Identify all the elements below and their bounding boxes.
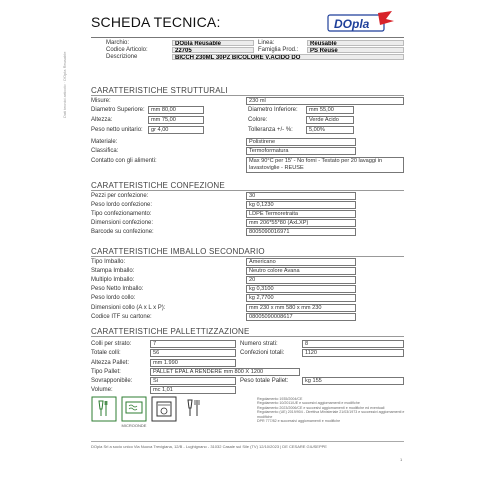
diam-sup-label: Diametro Superiore:	[91, 107, 145, 113]
diam-inf-label: Diametro Inferiore:	[248, 107, 298, 113]
side-vertical-text: Dati tecnici articolo · DOpla Reusable	[62, 51, 67, 118]
regulations-block	[257, 397, 407, 423]
itf-value: 08005090008617	[246, 313, 356, 321]
contatto-label: Contatto con gli alimenti:	[91, 158, 157, 164]
altezza-pallet-label: Altezza Pallet:	[91, 360, 130, 366]
barcode-label: Barcode su confezione:	[91, 229, 154, 235]
confezioni-totali-label: Confezioni totali:	[240, 350, 285, 356]
peso-netto-imballo-value: kg 0,3100	[246, 285, 356, 293]
materiale-label: Materiale:	[91, 139, 118, 145]
dim-conf-value: mm 206*55*80 (AxLXP)	[246, 219, 356, 227]
page-title: SCHEDA TECNICA:	[91, 14, 221, 30]
stampa-label: Stampa Imballo:	[91, 268, 135, 274]
altezza-value: mm 75,00	[148, 116, 204, 124]
diam-inf-value: mm 55,00	[306, 106, 354, 114]
descrizione-value: BICCH 230ML 30PZ BICOLORE V.ACIDO DO	[172, 54, 404, 60]
peso-lordo-conf-value: kg 0,1230	[246, 201, 356, 209]
famiglia-value: PS Reuse	[307, 47, 404, 53]
pezzi-value: 30	[246, 192, 356, 200]
colore-label: Colore:	[248, 117, 268, 123]
colli-strato-value: 7	[150, 340, 236, 348]
colore-value: Verde Acido	[306, 116, 354, 124]
section-title-strutturali: CARATTERISTICHE STRUTTURALI	[91, 86, 228, 95]
dopla-logo	[326, 9, 396, 35]
totale-colli-value: 56	[150, 349, 236, 357]
codice-value: 22705	[172, 47, 254, 53]
misure-value: 230 ml	[246, 97, 404, 105]
logo-text: DOpla	[334, 17, 370, 31]
contatto-value: Max 90°C per 15' - No forni - Testato per 20 lavaggi in lavastoviglie - REUSE	[246, 157, 404, 173]
peso-totale-value: kg 155	[302, 377, 404, 385]
diam-sup-value: mm 80,00	[148, 106, 204, 114]
peso-lordo-collo-label: Peso lordo collo:	[91, 295, 136, 301]
numero-strati-value: 8	[302, 340, 404, 348]
famiglia-label: Famiglia Prod.:	[258, 47, 299, 53]
colli-strato-label: Colli per strato:	[91, 341, 132, 347]
peso-value: gr 4,00	[148, 126, 204, 134]
section-title-confezione: CARATTERISTICHE CONFEZIONE	[91, 181, 225, 190]
tipo-conf-value: LDPE Termoretraita	[246, 210, 356, 218]
descrizione-label: Descrizione	[106, 54, 138, 60]
regulation-line: Regolamento (UE) 2019/904 - Direttiva Ministeriale 21/03/1973 e successivi aggiornamenti e modifiche	[257, 410, 405, 419]
regulation-line: Regolamento 2023/2006/CE e succesivi aggiornamenti e modifiche ed eventuali	[257, 405, 385, 410]
tipo-pallet-value: PALLET EPAL A RENDERE mm 800 X 1200	[150, 368, 300, 376]
classifica-value: Termoformatura	[246, 147, 356, 155]
marchio-label: Marchio:	[106, 40, 130, 46]
altezza-pallet-value: mm 1.990	[150, 359, 236, 367]
regulation-line: DPR 777/82 e successivi aggiornamenti e modifiche	[257, 419, 341, 424]
section-rule	[91, 336, 404, 337]
totale-colli-label: Totale colli:	[91, 350, 121, 356]
volume-value: mc 1,01	[150, 386, 236, 394]
section-rule	[91, 95, 404, 96]
dishwasher-icon	[151, 396, 177, 422]
multiplo-value: 20	[246, 276, 356, 284]
peso-lordo-conf-label: Peso lordo confezione:	[91, 202, 153, 208]
tipo-imballo-value: Americano	[246, 258, 356, 266]
dim-collo-value: mm 230 x mm 580 x mm 230	[246, 304, 356, 312]
section-title-imballo: CARATTERISTICHE IMBALLO SECONDARIO	[91, 247, 265, 256]
marchio-value: DOpla Reusable	[172, 40, 254, 46]
peso-label: Peso netto unitario:	[91, 127, 143, 133]
regulation-line: Regolamento 10/2011/UE e succesivi aggiornamenti e modifiche	[257, 401, 360, 406]
sovrapponibile-label: Sovrapponibile:	[91, 378, 133, 384]
section-rule	[91, 190, 404, 191]
tolleranza-label: Tolleranza +/- %:	[248, 127, 293, 133]
tolleranza-value: 5,00%	[306, 126, 354, 134]
glass-fork-icon	[91, 396, 117, 422]
multiplo-label: Multiplo Imballo:	[91, 277, 135, 283]
peso-lordo-collo-value: kg 2,7700	[246, 294, 356, 302]
altezza-label: Altezza:	[91, 117, 113, 123]
food-contact-icon	[181, 396, 207, 422]
tipo-imballo-label: Tipo Imballo:	[91, 259, 126, 265]
regulation-line: Regolamento 1935/2004/CE	[257, 397, 303, 401]
peso-totale-label: Peso totale Pallet:	[240, 378, 289, 384]
confezioni-totali-value: 1120	[302, 349, 404, 357]
tipo-conf-label: Tipo confezionamento:	[91, 211, 152, 217]
volume-label: Volume:	[91, 387, 113, 393]
microonde-caption: MICROONDE	[121, 423, 147, 428]
section-title-pallet: CARATTERISTICHE PALLETTIZZAZIONE	[91, 327, 250, 336]
barcode-value: 8005090016971	[246, 228, 356, 236]
itf-label: Codice ITF su cartone:	[91, 314, 152, 320]
misure-label: Misure:	[91, 98, 111, 104]
sovrapponibile-value: Si	[150, 377, 236, 385]
materiale-value: Polistirene	[246, 138, 356, 146]
pezzi-label: Pezzi per confezione:	[91, 193, 149, 199]
linea-label: Linea:	[258, 40, 275, 46]
numero-strati-label: Numero strati:	[240, 341, 278, 347]
header-divider	[91, 37, 404, 38]
codice-label: Codice Articolo:	[106, 47, 148, 53]
page-number: 1	[400, 457, 403, 462]
footer-divider	[91, 441, 404, 442]
section-rule	[91, 256, 404, 257]
peso-netto-imballo-label: Peso Netto Imballo:	[91, 286, 144, 292]
recycle-microwave-icon	[121, 396, 147, 422]
stampa-value: Neutro colore Avana	[246, 267, 356, 275]
footer-text: DOpla Srl a socio unico Via Nuova Trevigiana, 12/B - Lughignano - 31032 Casale sul Sile (TV) 12/10/2023 | DE CESARE GIUSEPPE	[91, 444, 327, 449]
dim-collo-label: Dimensioni collo (A x L x P):	[91, 305, 166, 311]
linea-value: Reusable	[307, 40, 404, 46]
classifica-label: Classifica:	[91, 148, 119, 154]
dim-conf-label: Dimensioni confezione:	[91, 220, 154, 226]
tipo-pallet-label: Tipo Pallet:	[91, 369, 121, 375]
